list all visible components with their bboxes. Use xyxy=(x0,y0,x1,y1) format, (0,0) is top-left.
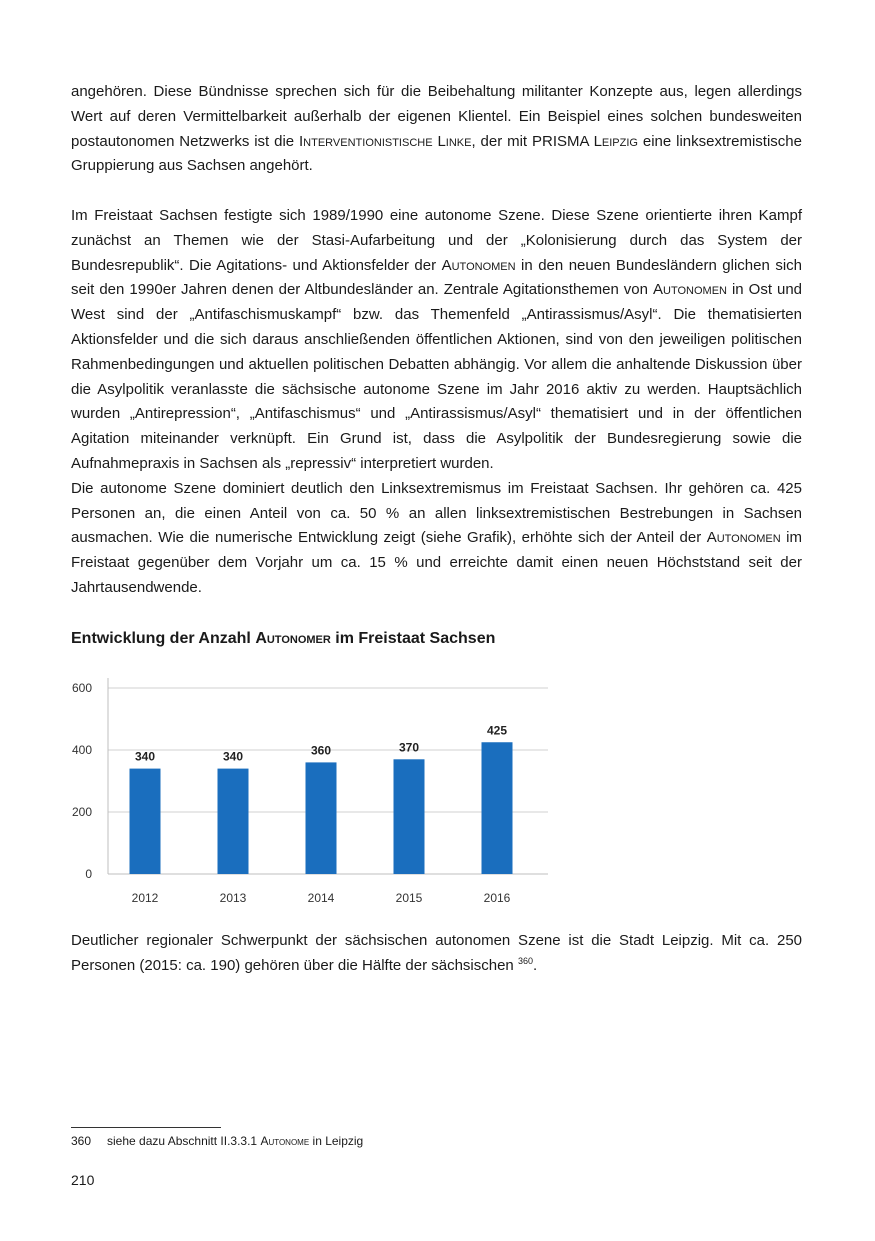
paragraph-4-text-b: . xyxy=(532,956,538,974)
y-tick-label: 400 xyxy=(71,743,92,757)
footnote-ref[interactable]: 360 xyxy=(517,955,533,966)
bar[interactable] xyxy=(482,742,513,874)
paragraph-1-smallcaps-a: Interventionistische Linke xyxy=(299,132,472,150)
y-tick-label: 0 xyxy=(85,867,92,881)
data-label: 340 xyxy=(134,749,156,764)
paragraph-3-text-b: im Freistaat gegenüber dem Vorjahr um ca. 15 % und erreichte damit einen neuen Höchststand seit der Jahrtausendwende. xyxy=(71,529,802,596)
footnote-divider xyxy=(71,1127,221,1128)
paragraph-1-text-b: , der mit PRISMA xyxy=(471,132,594,150)
footnote-number: 360 xyxy=(71,1134,92,1148)
bar[interactable] xyxy=(130,769,161,874)
paragraph-4 xyxy=(71,929,802,979)
paragraph-1-text-c: eine linksextremistische Gruppierung aus Sachsen angehört. xyxy=(71,132,802,175)
paragraph-2 xyxy=(71,204,802,477)
x-tick-label: 2012 xyxy=(131,891,159,905)
paragraph-1 xyxy=(71,80,802,179)
footnote-smallcaps: Autonome xyxy=(260,1134,310,1148)
data-label: 360 xyxy=(310,743,332,758)
x-tick-label: 2015 xyxy=(395,891,423,905)
paragraph-3-text-a: Die autonome Szene dominiert deutlich den Linksextremismus im Freistaat Sachsen. Ihr gehören ca. 425 Personen an, die einen Anteil von ca. 50 % an allen linksextremistischen Bestrebungen in Sachsen ausmachen. Wie die numerische Entwicklung zeigt (siehe Grafik), erhöhte sich der Anteil der xyxy=(71,479,802,547)
footnote-text-a: siehe dazu Abschnitt II.3.3.1 xyxy=(107,1134,261,1148)
chart-heading-text-a: Entwicklung der Anzahl xyxy=(71,630,256,647)
body-text-top xyxy=(71,80,802,601)
paragraph-2-text-b: in den neuen Bundesländern glichen sich seit den 1990er Jahren denen der Altbundesländer an. Zentrale Agitationsthemen von xyxy=(71,256,802,299)
bar[interactable] xyxy=(306,762,337,874)
bar[interactable] xyxy=(394,759,425,874)
footnote-text-b: in Leipzig xyxy=(309,1134,364,1148)
paragraph-2-smallcaps-b: Autonomen xyxy=(653,281,727,299)
data-label: 340 xyxy=(222,749,244,764)
paragraph-1-smallcaps-b: Leipzig xyxy=(593,132,638,150)
x-tick-label: 2014 xyxy=(307,891,335,905)
body-text-bottom xyxy=(71,929,802,979)
y-tick-label: 600 xyxy=(71,681,92,695)
paragraph-1-text-a: angehören. Diese Bündnisse sprechen sich für die Beibehaltung militanter Konzepte aus, legen allerdings Wert auf deren Vermittelbarkeit außerhalb der eigenen Klientel. Ein Beispiel eines solchen bundesweiten postautonomen Netzwerks ist die xyxy=(71,83,802,150)
y-tick-label: 200 xyxy=(71,805,92,819)
paragraph-4-text-a: Deutlicher regionaler Schwerpunkt der sächsischen autonomen Szene ist die Stadt Leipzig. Mit ca. 250 Personen (2015: ca. 190) gehören über die Hälfte der sächsischen xyxy=(71,932,802,974)
paragraph-2-smallcaps-a: Autonomen xyxy=(441,256,516,274)
bar-chart-svg xyxy=(60,668,560,913)
footnote xyxy=(71,1134,363,1148)
paragraph-2-text-c: in Ost und West sind der „Antifaschismuskampf“ bzw. das Themenfeld „Antirassismus/Asyl“. Die thematisierten Aktionsfelder und die sich daraus anschließenden öffentlichen Aktionen, sind von den jeweiligen politischen Rahmenbedingungen und aktuellen politischen Debatten abhängig. Vor allem die anhaltende Diskussion über die Asylpolitik veranlasste die sächsische autonome Szene im Jahr 2016 aktiv zu werden. Hauptsächlich wurden „Antirepression“, „Antifaschismus“ und „Antirassismus/Asyl“ thematisiert und in der öffentlichen Agitation miteinander verknüpft. Ein Grund ist, dass die Asylpolitik der Bundesregierung sowie die Aufnahmepraxis in Sachsen als „repressiv“ interpretiert wurden. xyxy=(71,281,803,472)
paragraph-2-text-a: Im Freistaat Sachsen festigte sich 1989/1990 eine autonome Szene. Diese Szene orientierte ihren Kampf zunächst an Themen wie der Stasi-Aufarbeitung und der „Kolonisierung durch das System der Bundesrepublik“. Die Agitations- und Aktionsfelder der xyxy=(71,206,802,274)
chart-heading-text-b: im Freistaat Sachsen xyxy=(330,630,496,647)
bar-chart xyxy=(60,668,560,913)
paragraph-3 xyxy=(71,477,802,601)
paragraph-3-smallcaps-a: Autonomen xyxy=(706,529,781,547)
chart-heading xyxy=(71,630,495,648)
page-number: 210 xyxy=(71,1172,95,1188)
bar[interactable] xyxy=(218,769,249,874)
chart-heading-smallcaps: Autonomer xyxy=(255,630,331,647)
data-label: 370 xyxy=(398,740,420,755)
x-tick-label: 2013 xyxy=(219,891,247,905)
data-label: 425 xyxy=(486,723,508,738)
x-tick-label: 2016 xyxy=(483,891,511,905)
